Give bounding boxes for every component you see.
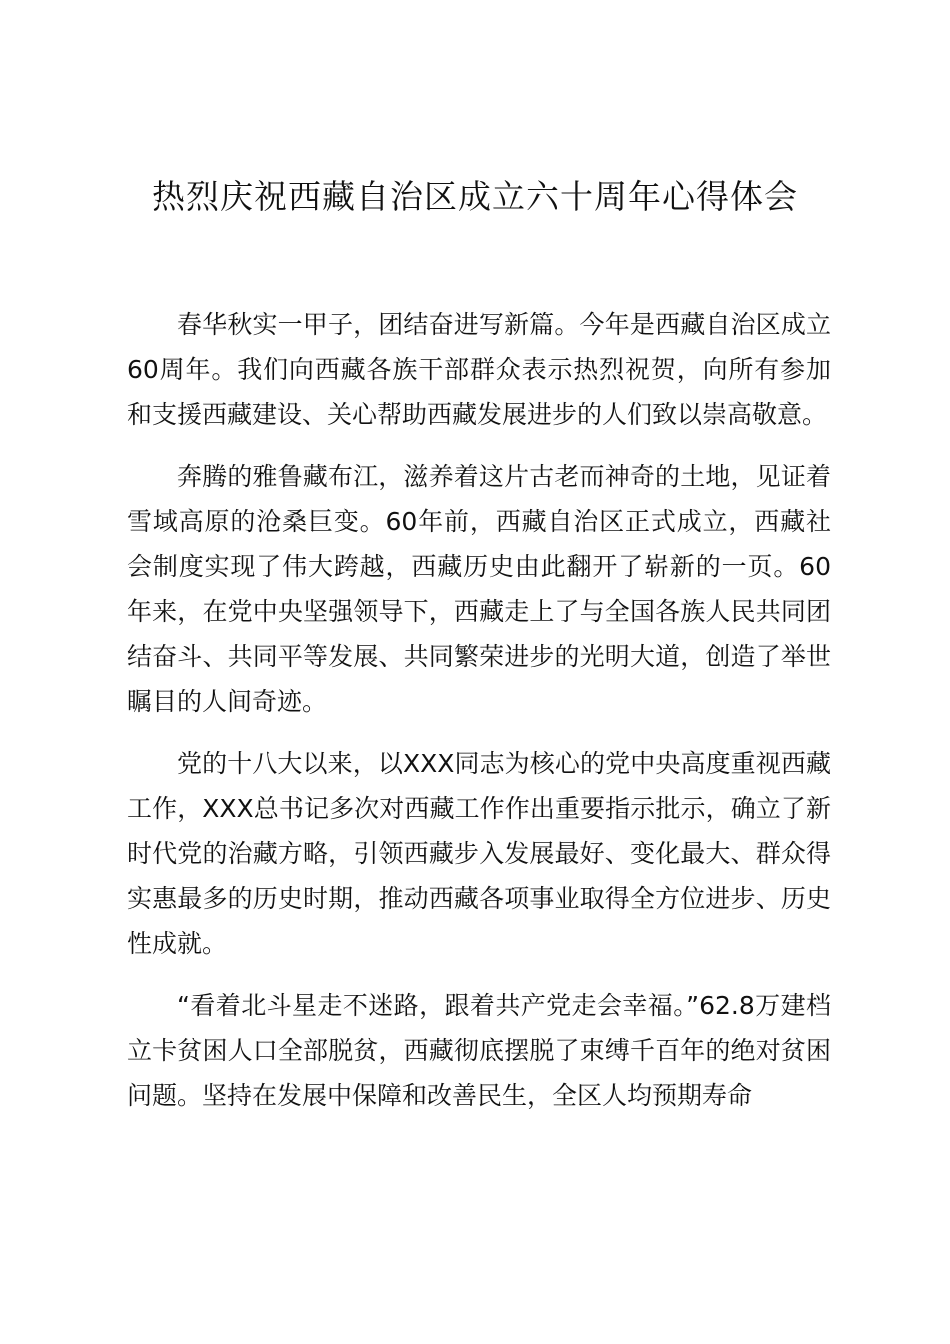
- paragraph-3: 党的十八大以来，以XXX同志为核心的党中央高度重视西藏工作，XXX总书记多次对西藏工作作出重要指示批示，确立了新时代党的治藏方略，引领西藏步入发展最好、变化最大、群众得实惠最多的历史时期，推动西藏各项事业取得全方位进步、历史性成就。: [127, 749, 831, 958]
- paragraph-1: 春华秋实一甲子，团结奋进写新篇。今年是西藏自治区成立60周年。我们向西藏各族干部群众表示热烈祝贺，向所有参加和支援西藏建设、关心帮助西藏发展进步的人们致以崇高敬意。: [127, 310, 831, 429]
- paragraph-4: “看着北斗星走不迷路，跟着共产党走会幸福。”62.8万建档立卡贫困人口全部脱贫，西藏彻底摆脱了束缚千百年的绝对贫困问题。坚持在发展中保障和改善民生，全区人均预期寿命: [127, 991, 831, 1110]
- document-body: [127, 302, 831, 1118]
- document-title: 热烈庆祝西藏自治区成立六十周年心得体会: [152, 177, 798, 216]
- paragraph-2: 奔腾的雅鲁藏布江，滋养着这片古老而神奇的土地，见证着雪域高原的沧桑巨变。60年前，西藏自治区正式成立，西藏社会制度实现了伟大跨越，西藏历史由此翻开了崭新的一页。60年来，在党中央坚强领导下，西藏走上了与全国各族人民共同团结奋斗、共同平等发展、共同繁荣进步的光明大道，创造了举世瞩目的人间奇迹。: [127, 462, 831, 716]
